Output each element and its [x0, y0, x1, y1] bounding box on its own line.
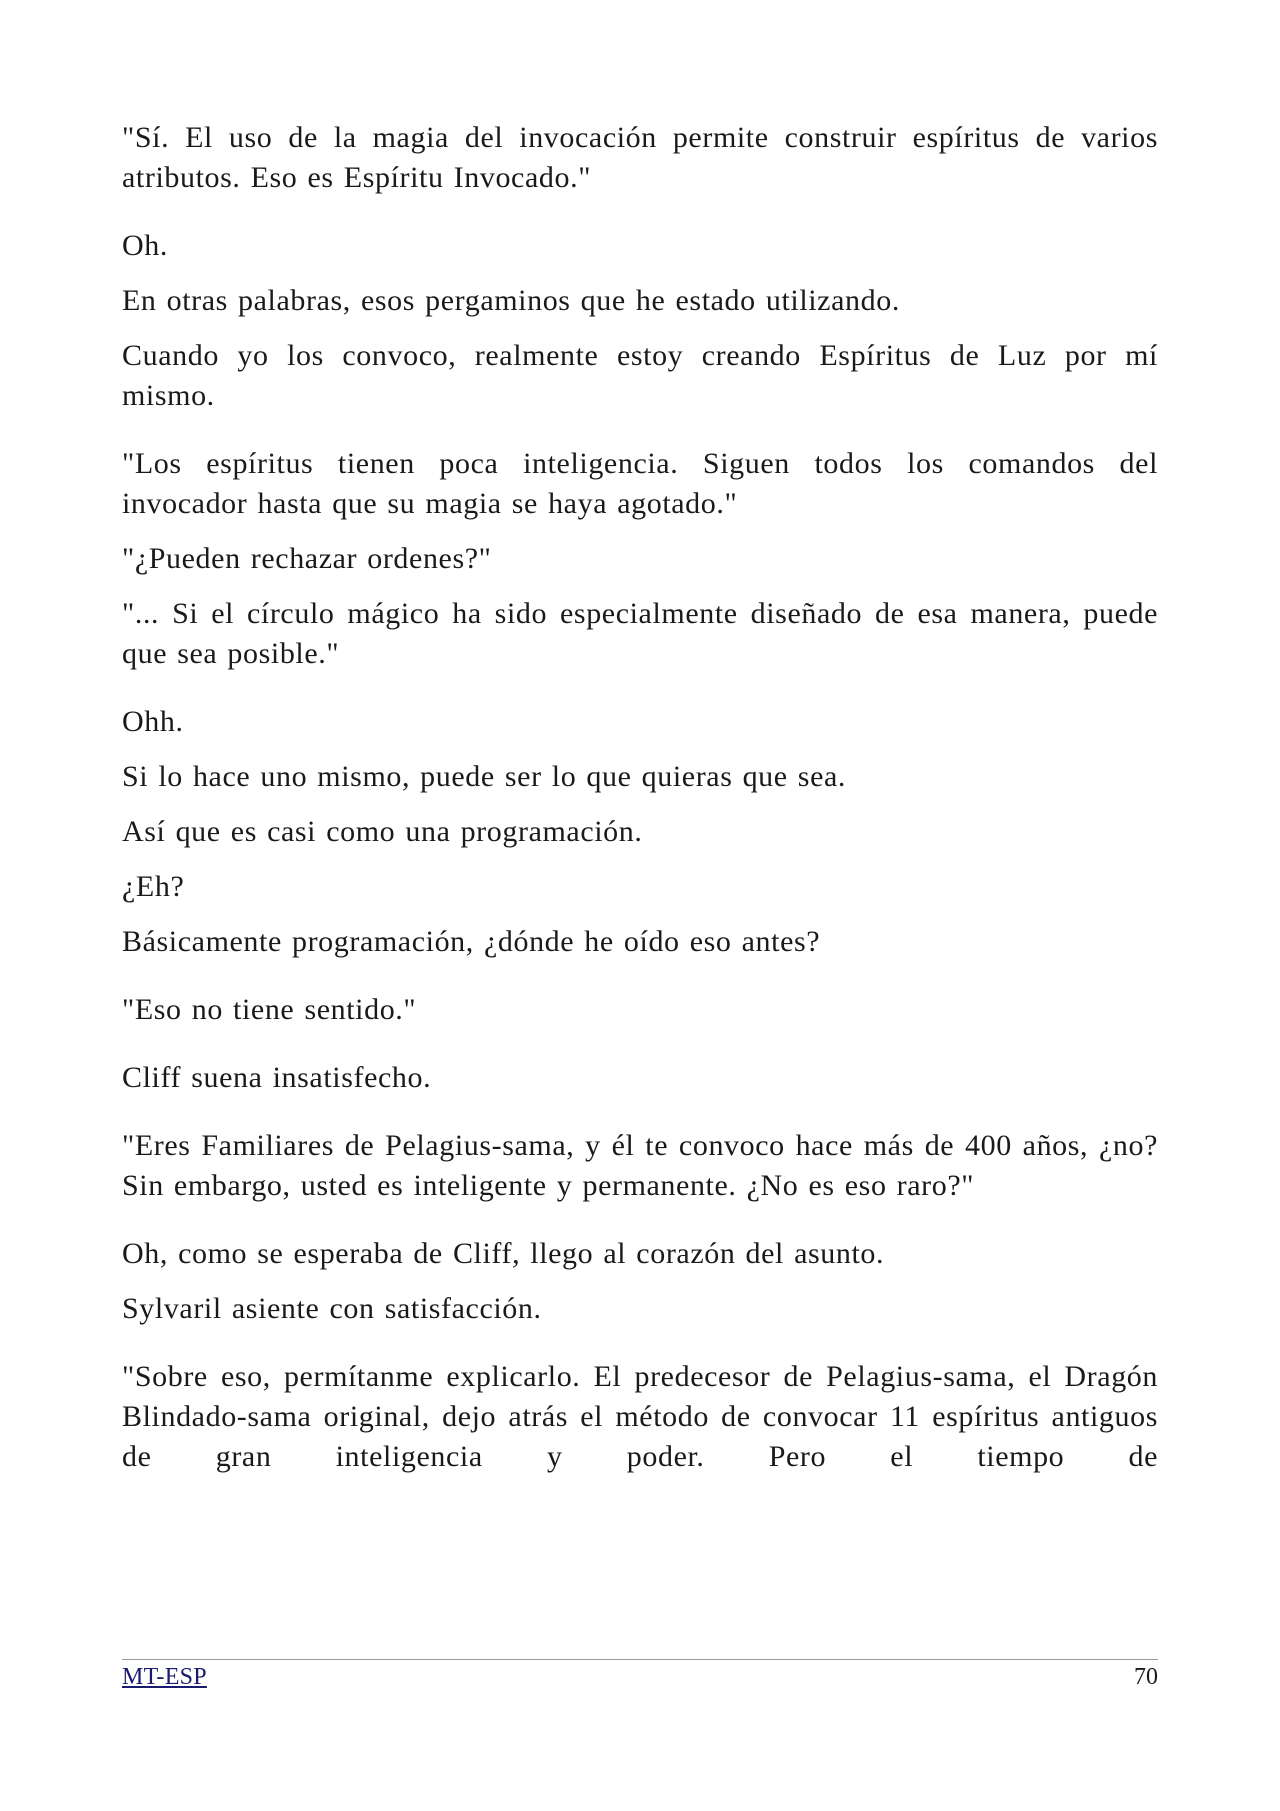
paragraph: Sylvaril asiente con satisfacción. — [122, 1292, 542, 1325]
paragraph: Cliff suena insatisfecho. — [122, 1061, 432, 1094]
paragraph: "¿Pueden rechazar ordenes?" — [122, 542, 492, 575]
page-number: 70 — [1134, 1664, 1158, 1690]
paragraph: Oh, como se esperaba de Cliff, llego al corazón del asunto. — [122, 1237, 885, 1270]
paragraph: Básicamente programación, ¿dónde he oído eso antes? — [122, 925, 821, 958]
footer-source-link[interactable]: MT-ESP — [122, 1664, 207, 1690]
paragraph: Cuando yo los convoco, realmente estoy creando Espíritus de Luz por mí mismo. — [122, 339, 1158, 412]
paragraph: Así que es casi como una programación. — [122, 815, 643, 848]
paragraph: "... Si el círculo mágico ha sido especialmente diseñado de esa manera, puede que sea posible." — [122, 597, 1158, 670]
paragraph: "Los espíritus tienen poca inteligencia. Siguen todos los comandos del invocador hasta que su magia se haya agotado." — [122, 447, 1158, 520]
paragraph: Si lo hace uno mismo, puede ser lo que quieras que sea. — [122, 760, 846, 793]
paragraph: ¿Eh? — [122, 870, 185, 903]
paragraph: "Sobre eso, permítanme explicarlo. El predecesor de Pelagius-sama, el Dragón Blindado-sama original, dejo atrás el método de convocar 11 espíritus antiguos de gran inteligencia y poder. Pero el tiempo de — [122, 1360, 1158, 1473]
page-body — [122, 118, 1158, 1492]
paragraph: En otras palabras, esos pergaminos que he estado utilizando. — [122, 284, 900, 317]
paragraph: "Eso no tiene sentido." — [122, 993, 417, 1026]
paragraph: "Eres Familiares de Pelagius-sama, y él te convoco hace más de 400 años, ¿no? Sin embargo, usted es inteligente y permanente. ¿No es eso raro?" — [122, 1129, 1158, 1202]
footer-divider — [122, 1659, 1158, 1660]
paragraph: Ohh. — [122, 705, 184, 738]
paragraph: "Sí. El uso de la magia del invocación permite construir espíritus de varios atributos. Eso es Espíritu Invocado." — [122, 121, 1158, 194]
paragraph: Oh. — [122, 229, 168, 262]
